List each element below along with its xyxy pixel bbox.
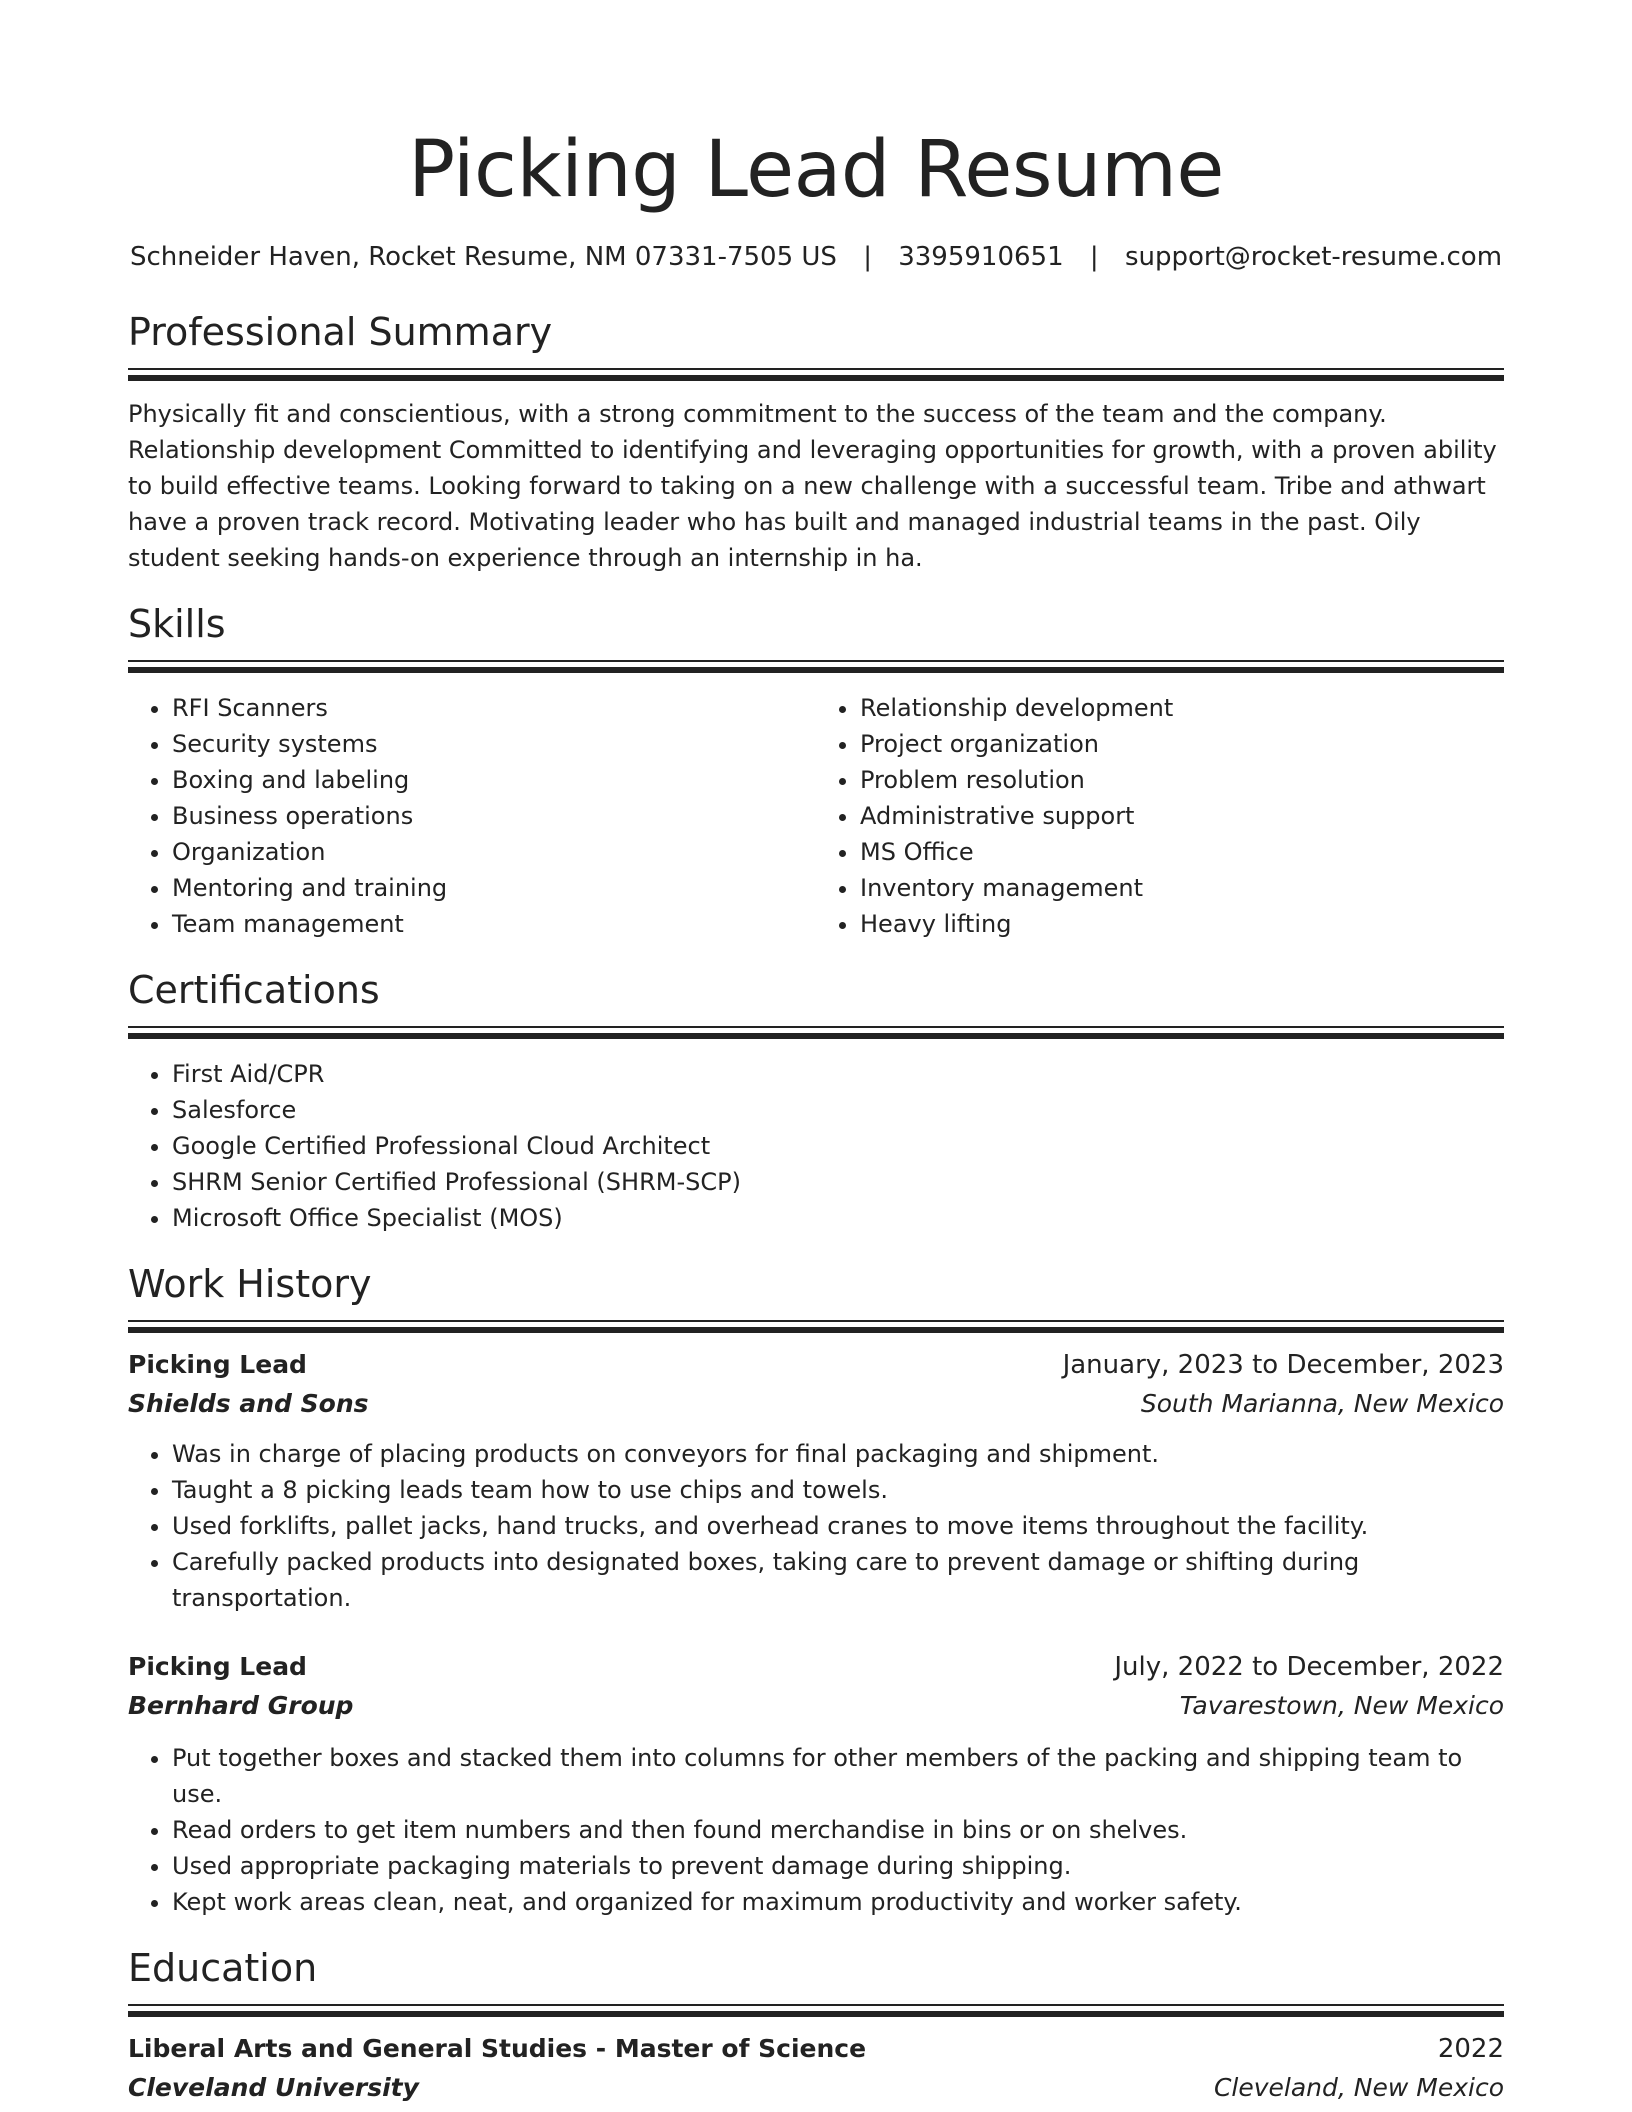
list-item: • Was in charge of placing products on conveyors for final packaging and shipment. [172,1436,1504,1472]
list-item: • Kept work areas clean, neat, and organized for maximum productivity and worker safety. [172,1884,1504,1920]
section-divider [128,1320,1504,1334]
list-item: • Inventory management [860,870,1504,906]
list-item: • Heavy lifting [860,906,1504,942]
list-item: • Business operations [172,798,816,834]
list-item: • Salesforce [172,1092,1504,1128]
job-entry [128,1346,1504,1616]
education-section [128,1944,1504,2108]
summary-text: Physically fit and conscientious, with a strong commitment to the success of the team and the company. Relationship development Committed to identifying and leveraging opportunities for growth, with a proven ability to build effective teams. Looking forward to taking on a new challenge with a successful team. Tribe and athwart have a proven track record. Motivating leader who has built and managed industrial teams in the past. Oily student seeking hands-on experience through an internship in ha. [128,400,1497,572]
list-item: • Project organization [860,726,1504,762]
skills-columns [128,690,1504,942]
school-name: Cleveland University [128,2073,419,2102]
skills-list-right [816,690,1504,942]
skills-section [128,600,1504,942]
education-entry [128,2030,1504,2108]
list-item: • Microsoft Office Specialist (MOS) [172,1200,1504,1236]
degree: Liberal Arts and General Studies - Master of Science [128,2034,867,2063]
contact-separator: | [863,242,872,272]
list-item: • Mentoring and training [172,870,816,906]
job-bullets [128,1740,1504,1920]
skills-heading: Skills [128,602,226,646]
list-item: • Read orders to get item numbers and then found merchandise in bins or on shelves. [172,1812,1504,1848]
section-divider [128,660,1504,674]
list-item: • First Aid/CPR [172,1056,1504,1092]
list-item: • RFI Scanners [172,690,816,726]
section-divider [128,368,1504,382]
job-company: Bernhard Group [128,1691,354,1720]
work-history-heading: Work History [128,1262,372,1306]
summary-heading: Professional Summary [128,310,553,354]
skills-list-left [128,690,816,942]
certifications-section [128,966,1504,1236]
certifications-list [128,1056,1504,1236]
list-item: • Administrative support [860,798,1504,834]
list-item: • Put together boxes and stacked them into columns for other members of the packing and shipping team to use. [172,1740,1504,1812]
school-location: Cleveland, New Mexico [1213,2073,1504,2102]
contact-phone: 3395910651 [898,242,1064,272]
list-item: • Used forklifts, pallet jacks, hand trucks, and overhead cranes to move items throughout the facility. [172,1508,1504,1544]
list-item: • Google Certified Professional Cloud Architect [172,1128,1504,1164]
contact-email: support@rocket-resume.com [1124,242,1503,272]
list-item: • Boxing and labeling [172,762,816,798]
contact-separator: | [1089,242,1099,272]
job-title: Picking Lead [128,1350,307,1379]
list-item: • Problem resolution [860,762,1504,798]
list-item: • Organization [172,834,816,870]
job-dates: July, 2022 to December, 2022 [1114,1652,1504,1682]
list-item: • Carefully packed products into designated boxes, taking care to prevent damage or shifting during transportation. [172,1544,1504,1616]
job-location: Tavarestown, New Mexico [1179,1691,1504,1720]
resume-title: Picking Lead Resume [408,125,1224,215]
list-item: • MS Office [860,834,1504,870]
certifications-heading: Certifications [128,968,380,1012]
list-item: • Used appropriate packaging materials to prevent damage during shipping. [172,1848,1504,1884]
job-dates: January, 2023 to December, 2023 [1062,1350,1504,1380]
list-item: • Taught a 8 picking leads team how to use chips and towels. [172,1472,1504,1508]
job-bullets [128,1436,1504,1616]
job-entry [128,1648,1504,1920]
work-history-section [128,1260,1504,1920]
job-location: South Marianna, New Mexico [1140,1389,1504,1418]
list-item: • Relationship development [860,690,1504,726]
section-divider [128,1026,1504,1040]
contact-address: Schneider Haven, Rocket Resume, NM 07331-7505 US [129,242,837,272]
list-item: • Team management [172,906,816,942]
list-item: • Security systems [172,726,816,762]
job-company: Shields and Sons [128,1389,369,1418]
list-item: • SHRM Senior Certified Professional (SHRM-SCP) [172,1164,1504,1200]
section-divider [128,2004,1504,2018]
contact-line [128,240,1504,274]
education-heading: Education [128,1946,318,1990]
summary-section [128,308,1504,576]
graduation-year: 2022 [1437,2034,1504,2064]
job-title: Picking Lead [128,1652,307,1681]
